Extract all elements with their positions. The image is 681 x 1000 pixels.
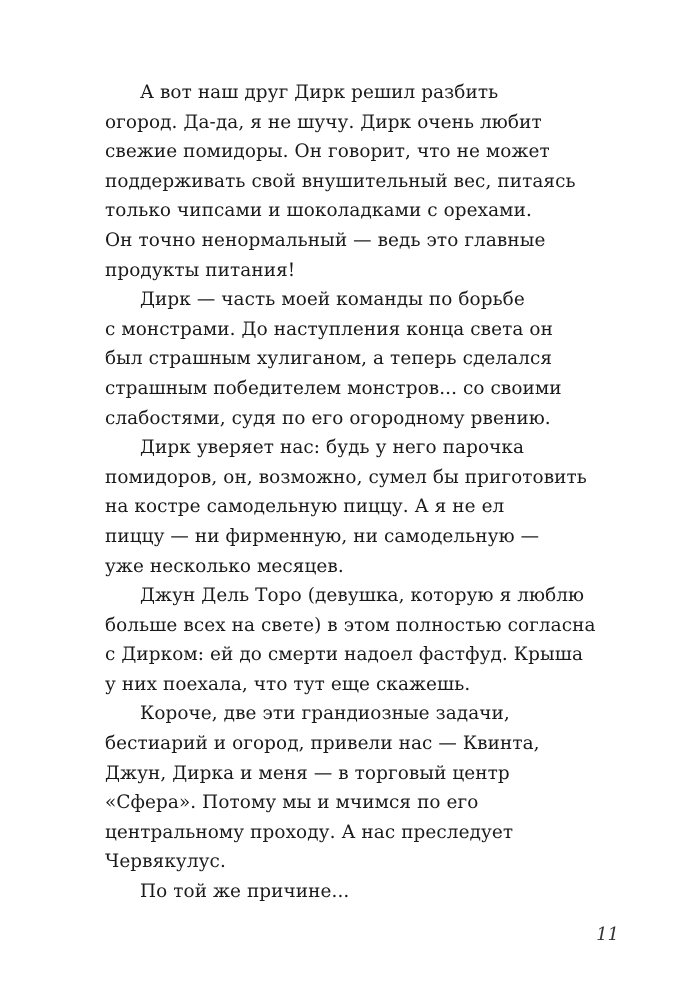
text-line: с монстрами. До наступления конца света он <box>105 318 553 340</box>
text-line: бестиарий и огород, привели нас — Квинта, <box>105 733 540 755</box>
text-line: По той же причине... <box>140 881 350 903</box>
page-number: 11 <box>596 924 619 945</box>
text-line: А вот наш друг Дирк решил разбить <box>140 82 499 103</box>
paragraph-2 <box>105 285 585 433</box>
paragraph-6 <box>105 877 585 907</box>
text-line: больше всех на свете) в этом полностью согласна <box>105 614 596 636</box>
paragraph-1 <box>105 78 585 285</box>
text-line: свежие помидоры. Он говорит, что не может <box>105 141 550 163</box>
text-line: слабостями, судя по его огородному рвению. <box>105 407 551 429</box>
text-line: только чипсами и шоколадками с орехами. <box>105 200 532 222</box>
text-line: уже несколько месяцев. <box>105 555 344 577</box>
text-line: поддерживать свой внушительный вес, питаясь <box>105 170 576 192</box>
paragraph-4 <box>105 581 596 699</box>
text-line: Короче, две эти грандиозные задачи, <box>140 703 510 725</box>
paragraph-5 <box>105 699 585 877</box>
text-line: помидоров, он, возможно, сумел бы приготовить <box>105 466 587 488</box>
text-line: страшным победителем монстров... со своими <box>105 377 562 399</box>
text-line: Джун, Дирка и меня — в торговый центр <box>105 762 510 784</box>
text-line: огород. Да-да, я не шучу. Дирк очень любит <box>105 111 542 133</box>
text-line: у них поехала, что тут еще скажешь. <box>105 673 471 695</box>
text-line: Дирк — часть моей команды по борьбе <box>140 289 525 311</box>
text-line: с Дирком: ей до смерти надоел фастфуд. Крыша <box>105 644 584 666</box>
paragraph-3 <box>105 433 585 581</box>
text-line: Джун Дель Торо (девушка, которую я люблю <box>140 585 585 607</box>
text-line: центральному проходу. А нас преследует <box>105 821 514 843</box>
text-line: продукты питания! <box>105 259 296 281</box>
text-line: был страшным хулиганом, а теперь сделался <box>105 348 553 370</box>
text-line: на костре самодельную пиццу. А я не ел <box>105 496 505 518</box>
body-text <box>105 78 596 907</box>
text-line: Дирк уверяет нас: будь у него парочка <box>140 437 525 459</box>
text-line: «Сфера». Потому мы и мчимся по его <box>105 792 479 814</box>
text-line: Он точно ненормальный — ведь это главные <box>105 229 546 251</box>
text-line: пиццу — ни фирменную, ни самодельную — <box>105 525 540 547</box>
text-line: Червякулус. <box>105 851 226 873</box>
